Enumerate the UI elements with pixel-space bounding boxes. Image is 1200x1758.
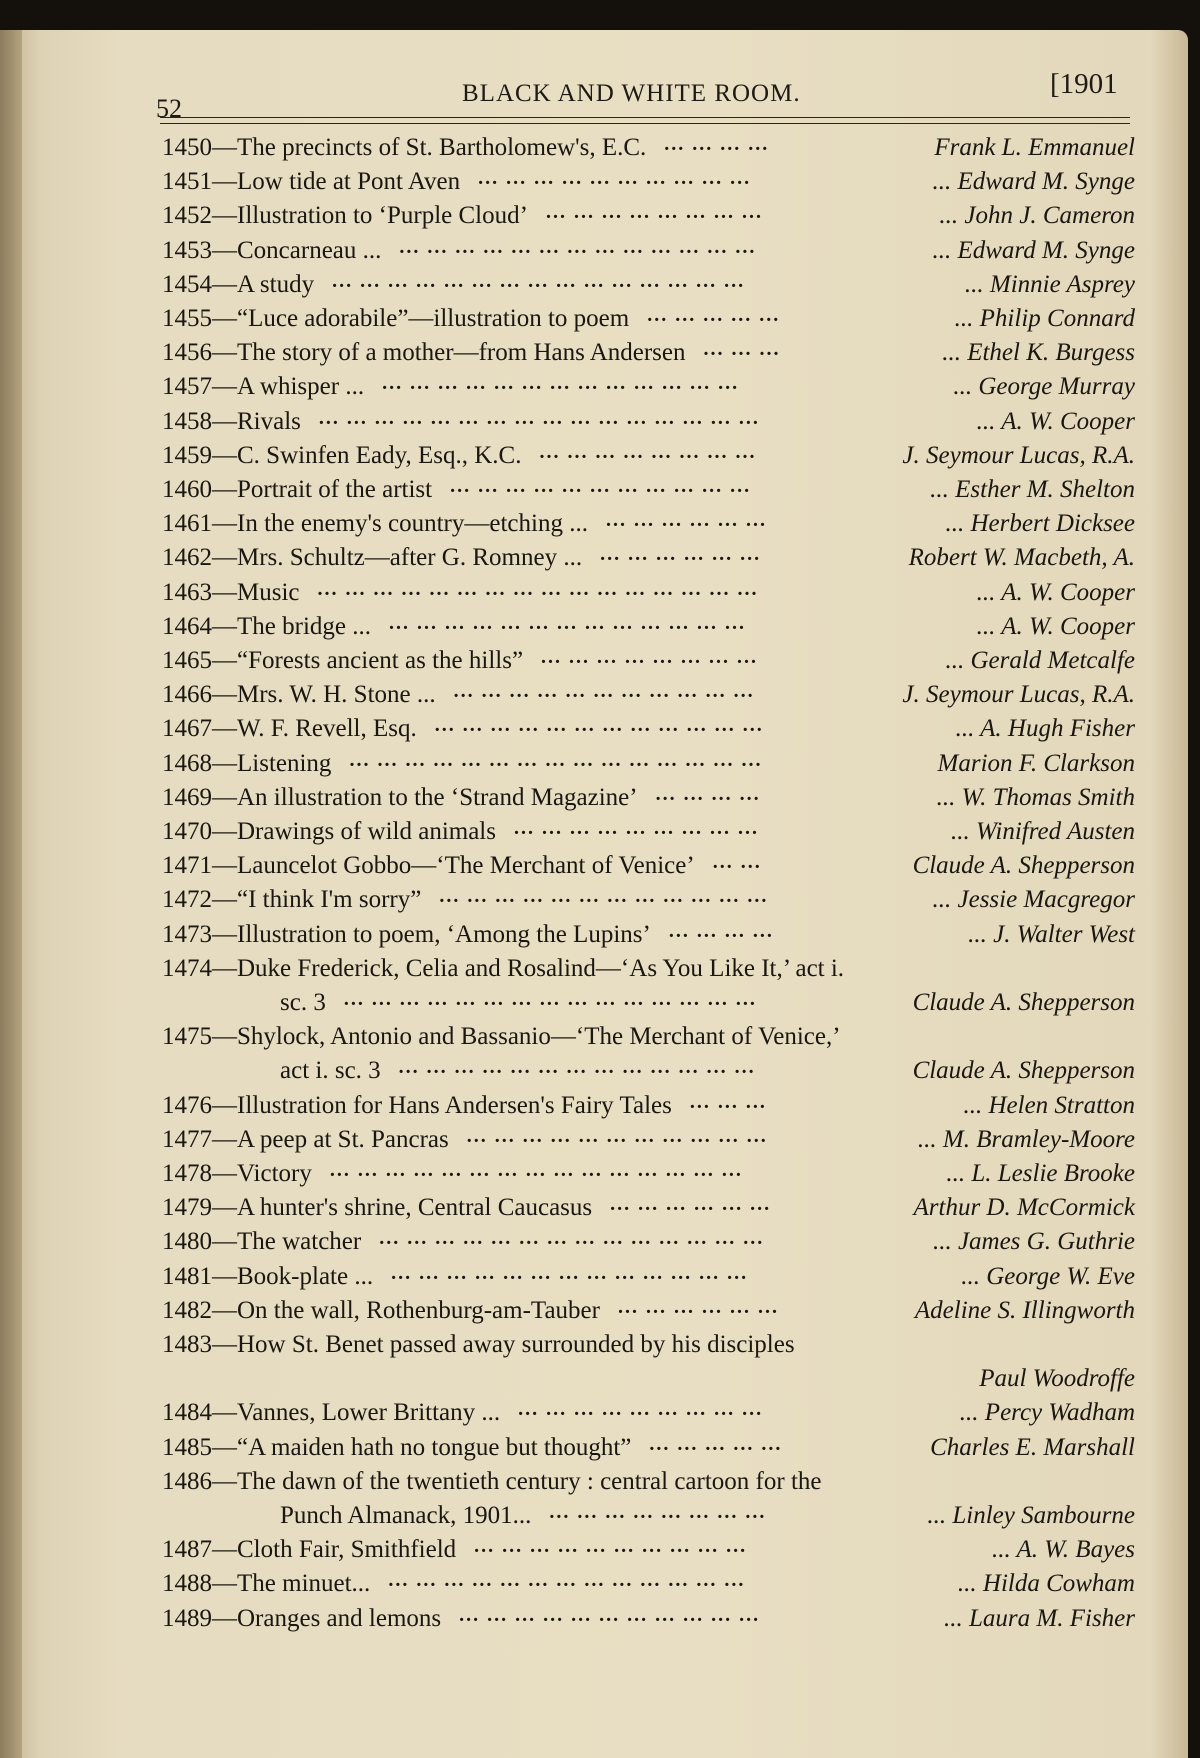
entry-artist: Robert W. Macbeth, A. (908, 544, 1135, 572)
leader-dots: ... ... ... ... ... ... ... ... ... (513, 817, 759, 839)
entry-artist: Claude A. Shepperson (912, 852, 1135, 880)
entry-title-continuation: act i. sc. 3 (280, 1057, 381, 1085)
entry-artist: ... Percy Wadham (959, 1399, 1135, 1427)
entry-title: 1479—A hunter's shrine, Central Caucasus (162, 1194, 593, 1222)
entry-artist: ... M. Bramley-Moore (917, 1125, 1135, 1153)
entry-title: 1476—Illustration for Hans Andersen's Fairy Tales (162, 1091, 672, 1119)
entry-title: 1489—Oranges and lemons (162, 1604, 442, 1632)
entry-artist: ... A. W. Bayes (991, 1536, 1135, 1564)
leader-dots: ... ... ... ... ... ... ... ... ... ... ... ... ... (388, 1569, 746, 1592)
entry-artist: ... J. Walter West (968, 920, 1135, 948)
leader-dots: ... ... ... ... ... ... ... ... ... ... ... ... ... (391, 1261, 749, 1284)
entry-title-continuation: sc. 3 (280, 989, 326, 1016)
entry-artist: ... Helen Stratton (963, 1091, 1135, 1119)
entry-title: 1481—Book-plate ... (162, 1262, 374, 1290)
entry-title: 1488—The minuet... (162, 1570, 371, 1598)
entry-title: 1466—Mrs. W. H. Stone ... (162, 681, 436, 709)
leader-dots: ... ... ... ... (668, 919, 774, 942)
leader-dots: ... ... ... ... ... ... ... ... ... ... ... ... ... (388, 611, 746, 634)
entry-title: 1484—Vannes, Lower Brittany ... (162, 1399, 501, 1427)
leader-dots: ... ... ... ... ... ... ... ... ... ... ... ... ... ... (379, 1227, 765, 1250)
year-label: [1901 (1050, 68, 1118, 100)
entry-title: 1452—Illustration to ‘Purple Cloud’ (162, 202, 528, 230)
leader-dots: ... ... ... ... ... ... ... ... ... ... ... ... ... ... ... (343, 988, 757, 1010)
entry-artist: ... Linley Sambourne (927, 1502, 1135, 1529)
entry-title: 1464—The bridge ... (162, 612, 371, 640)
entry-artist: ... George W. Eve (961, 1262, 1135, 1290)
entry-title: 1485—“A maiden hath no tongue but thought” (162, 1433, 632, 1461)
leader-dots: ... ... ... ... ... ... ... ... ... ... ... ... ... ... ... ... (317, 577, 759, 600)
leader-dots: ... ... ... ... ... (649, 1432, 783, 1455)
entry-title-continuation: Punch Almanack, 1901... (280, 1502, 532, 1529)
entry-artist: ... Edward M. Synge (932, 168, 1135, 196)
leader-dots: ... ... ... ... ... ... ... ... (545, 201, 763, 224)
leader-dots: ... ... ... ... ... ... ... ... ... ... ... (453, 680, 755, 703)
entry-artist: ... A. Hugh Fisher (955, 715, 1135, 743)
entry-artist: ... A. W. Cooper (976, 578, 1135, 606)
entry-title: 1455—“Luce adorabile”—illustration to poem (162, 305, 630, 332)
leader-dots: ... ... ... ... ... ... ... ... (541, 646, 759, 668)
leader-dots: ... ... ... ... ... ... ... ... ... (518, 1398, 764, 1421)
entry-title: 1470—Drawings of wild animals (162, 818, 496, 845)
entry-artist: ... Jessie Macgregor (932, 886, 1135, 914)
entry-title: 1457—A whisper ... (162, 373, 365, 401)
leader-dots: ... ... ... ... ... ... ... ... ... ... ... ... ... ... ... (332, 269, 746, 292)
leader-dots: ... ... ... ... ... ... ... ... (549, 1501, 767, 1523)
leader-dots: ... ... ... ... ... ... ... ... ... ... ... ... (434, 714, 764, 737)
entry-title: 1467—W. F. Revell, Esq. (162, 715, 417, 743)
entry-title: 1482—On the wall, Rothenburg-am-Tauber (162, 1296, 600, 1324)
leader-dots: ... ... ... ... ... (647, 304, 781, 326)
leader-dots: ... ... ... ... ... ... ... ... ... ... ... ... ... (399, 235, 757, 258)
entry-title: 1473—Illustration to poem, ‘Among the Lupins’ (162, 920, 651, 948)
leader-dots: ... ... ... (689, 1090, 767, 1113)
leader-dots: ... ... ... ... ... ... ... ... ... ... ... ... ... ... ... (329, 1159, 743, 1181)
entry-title: 1487—Cloth Fair, Smithfield (162, 1536, 457, 1564)
entry-artist: ... Ethel K. Burgess (942, 339, 1135, 367)
entry-title: 1469—An illustration to the ‘Strand Magazine’ (162, 783, 638, 811)
leader-dots: ... ... ... ... ... ... ... ... ... ... ... ... ... (398, 1056, 756, 1079)
entry-title: 1480—The watcher (162, 1228, 362, 1256)
entry-artist: ... Winifred Austen (950, 818, 1135, 845)
entry-artist: ... James G. Guthrie (932, 1228, 1135, 1256)
entry-artist: J. Seymour Lucas, R.A. (902, 681, 1135, 709)
entry-artist: Paul Woodroffe (979, 1365, 1135, 1393)
entry-title: 1461—In the enemy's country—etching ... (162, 510, 588, 538)
entry-artist: ... Philip Connard (954, 305, 1135, 332)
leader-dots: ... ... ... ... ... ... (605, 509, 767, 532)
entry-title: 1472—“I think I'm sorry” (162, 886, 422, 914)
entry-title: 1474—Duke Frederick, Celia and Rosalind—‘As You Like It,’ act i. (162, 954, 845, 982)
leader-dots: ... ... ... ... ... ... (600, 543, 762, 566)
entry-title: 1460—Portrait of the artist (162, 476, 433, 503)
entry-title: 1477—A peep at St. Pancras (162, 1125, 449, 1153)
entry-artist: ... Edward M. Synge (932, 236, 1135, 264)
leader-dots: ... ... ... ... ... ... (617, 1295, 779, 1318)
entry-title: 1450—The precincts of St. Bartholomew's, E.C. (162, 134, 647, 161)
entry-artist: ... George Murray (953, 373, 1135, 401)
entry-title: 1454—A study (162, 270, 315, 298)
entry-artist: Frank L. Emmanuel (934, 134, 1135, 161)
leader-dots: ... ... ... ... ... ... ... ... ... ... (474, 1535, 748, 1558)
entry-artist: ... Minnie Asprey (964, 270, 1135, 298)
page-number: 52 (156, 94, 182, 123)
entry-artist: Adeline S. Illingworth (914, 1296, 1135, 1324)
leader-dots: ... ... ... ... ... ... ... ... ... ... ... (450, 475, 752, 497)
entry-artist: Claude A. Shepperson (912, 1057, 1135, 1085)
leader-dots: ... ... ... ... ... ... ... ... ... ... ... ... ... (382, 372, 740, 395)
leader-dots: ... ... ... ... ... ... ... ... ... ... (478, 167, 752, 190)
entry-artist: Arthur D. McCormick (913, 1194, 1135, 1222)
leader-dots: ... ... ... ... ... ... ... ... ... ... ... ... ... ... ... ... (318, 406, 760, 429)
leader-dots: ... ... ... ... ... ... ... ... ... ... ... (459, 1603, 761, 1626)
entry-title: 1456—The story of a mother—from Hans Andersen (162, 339, 686, 367)
entry-title: 1465—“Forests ancient as the hills” (162, 647, 524, 674)
entry-title: 1483—How St. Benet passed away surrounded by his disciples (162, 1331, 795, 1358)
entry-artist: ... A. W. Cooper (976, 612, 1135, 640)
entry-title: 1478—Victory (162, 1160, 312, 1187)
entry-artist: ... John J. Cameron (939, 202, 1135, 230)
entry-artist: Marion F. Clarkson (937, 749, 1135, 777)
page-title: BLACK AND WHITE ROOM. (462, 80, 801, 107)
entry-artist: ... Laura M. Fisher (944, 1604, 1135, 1632)
entry-title: 1462—Mrs. Schultz—after G. Romney ... (162, 544, 583, 572)
entry-artist: ... Herbert Dicksee (945, 510, 1135, 538)
entry-title: 1458—Rivals (162, 407, 301, 435)
leader-dots: ... ... ... ... ... ... (610, 1193, 772, 1216)
leader-dots: ... ... ... ... (664, 133, 770, 155)
entry-title: 1459—C. Swinfen Eady, Esq., K.C. (162, 441, 522, 469)
entry-artist: ... L. Leslie Brooke (946, 1160, 1135, 1187)
leader-dots: ... ... ... ... ... ... ... ... ... ... ... ... (439, 885, 769, 908)
leader-dots: ... ... ... ... ... ... ... ... ... ... ... ... ... ... ... (349, 748, 763, 771)
entry-artist: ... A. W. Cooper (976, 407, 1135, 435)
entry-title: 1451—Low tide at Pont Aven (162, 168, 461, 196)
entry-title: 1463—Music (162, 578, 300, 606)
entry-artist: ... Hilda Cowham (957, 1570, 1135, 1598)
entry-title: 1468—Listening (162, 749, 332, 777)
leader-dots: ... ... ... ... ... ... ... ... (539, 440, 757, 463)
entry-artist: Charles E. Marshall (930, 1433, 1135, 1461)
entry-artist: ... Esther M. Shelton (930, 476, 1135, 503)
leader-dots: ... ... ... (703, 338, 781, 361)
leader-dots: ... ... ... ... (655, 782, 761, 805)
entry-title: 1471—Launcelot Gobbo—‘The Merchant of Venice’ (162, 852, 695, 880)
entry-artist: ... Gerald Metcalfe (945, 647, 1135, 674)
entry-title: 1486—The dawn of the twentieth century : central cartoon for the (162, 1467, 822, 1495)
entry-artist: ... W. Thomas Smith (936, 783, 1135, 811)
entry-title: 1475—Shylock, Antonio and Bassanio—‘The Merchant of Venice,’ (162, 1023, 841, 1051)
entry-artist: Claude A. Shepperson (912, 989, 1135, 1016)
leader-dots: ... ... ... ... ... ... ... ... ... ... ... (466, 1124, 768, 1147)
entry-artist: J. Seymour Lucas, R.A. (902, 441, 1135, 469)
leader-dots: ... ... (712, 851, 762, 874)
entry-title: 1453—Concarneau ... (162, 236, 382, 264)
